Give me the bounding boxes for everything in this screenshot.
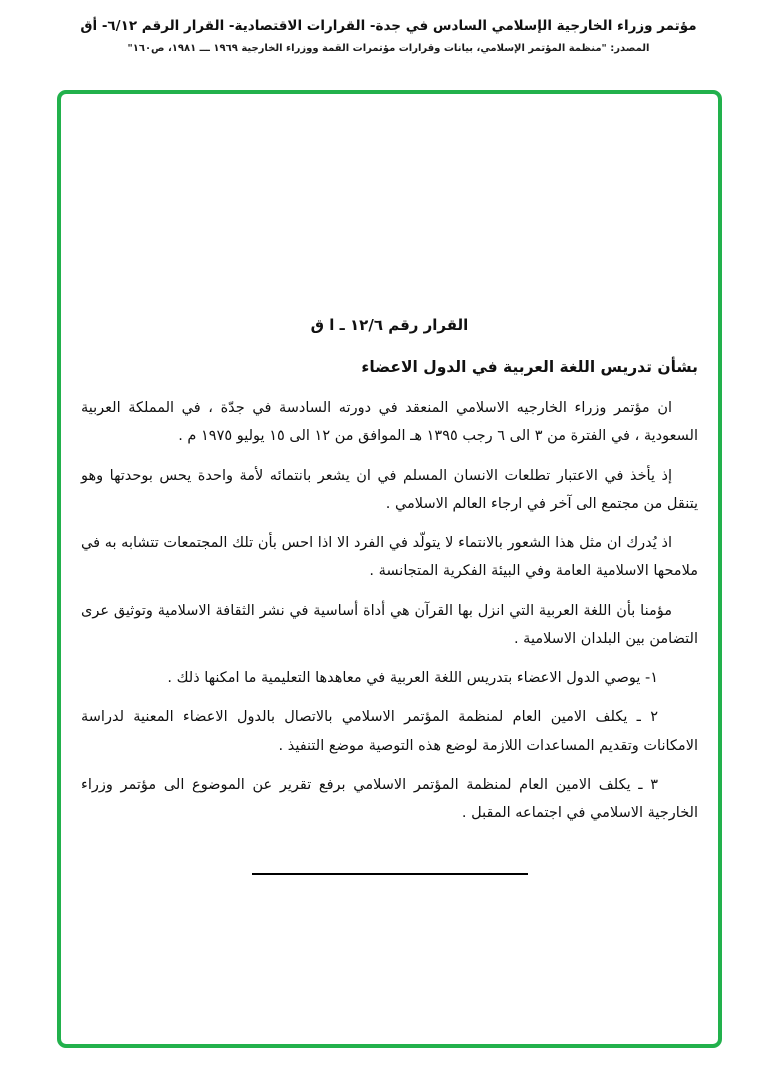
resolution-item-1: ١- يوصي الدول الاعضاء بتدريس اللغة العربية في معاهدها التعليمية ما امكنها ذلك . [167, 670, 658, 687]
header-source-line: المصدر: "منظمة المؤتمر الإسلامي، بيانات وقرارات مؤتمرات القمة ووزراء الخارجية ١٩٦٩ ـــ ١٩٨١، ص١٦٠" [127, 43, 650, 54]
header-title: مؤتمر وزراء الخارجية الإسلامي السادس في جدة- القرارات الاقتصادية- القرار الرقم ٦/١٢- أق [80, 18, 697, 34]
end-divider [252, 873, 528, 875]
resolution-subject-title: بشأن تدريس اللغة العربية في الدول الاعضاء [361, 358, 698, 376]
document-body [61, 94, 718, 875]
document-frame [57, 90, 722, 1048]
resolution-item-3: ٣ ـ يكلف الامين العام لمنظمة المؤتمر الاسلامي برفع تقرير عن الموضوع الى مؤتمر وزراء الخارجية الاسلامي في اجتماعه المقبل . [81, 776, 698, 822]
page-header [0, 0, 777, 54]
resolution-item-2: ٢ ـ يكلف الامين العام لمنظمة المؤتمر الاسلامي بالاتصال بالدول الاعضاء المعنية لدراسة الامكانات وتقديم المساعدات اللازمة لوضع هذه التوصية موضع التنفيذ . [81, 709, 698, 754]
resolution-number-title: القرار رقم ١٢/٦ ـ ا ق [310, 316, 469, 334]
paragraph-preamble: ان مؤتمر وزراء الخارجيه الاسلامي المنعقد في دورته السادسة في جدّة ، في المملكة العربية السعودية ، في الفترة من ٣ الى ٦ رجب ١٣٩٥ هـ الموافق من ١٢ الى ١٥ يوليو ١٩٧٥ م . [81, 400, 698, 445]
paragraph-believing: مؤمنا بأن اللغة العربية التي انزل بها القرآن هي أداة أساسية في نشر الثقافة الاسلامية وتوثيق عرى التضامن بين البلدان الاسلامية . [81, 602, 698, 647]
paragraph-realizing: اذ يُدرك ان مثل هذا الشعور بالانتماء لا يتولّد في الفرد الا اذا احس بأن تلك المجتمعات تتشابه به في ملامحها الاسلامية العامة وفي البيئة الفكرية المتجانسة . [81, 535, 698, 580]
paragraph-consideration: إذ يأخذ في الاعتبار تطلعات الانسان المسلم في ان يشعر بانتمائه لأمة واحدة يحس بوحدتها وهو يتنقل من مجتمع الى آخر في ارجاء العالم الاسلامي . [81, 467, 698, 512]
